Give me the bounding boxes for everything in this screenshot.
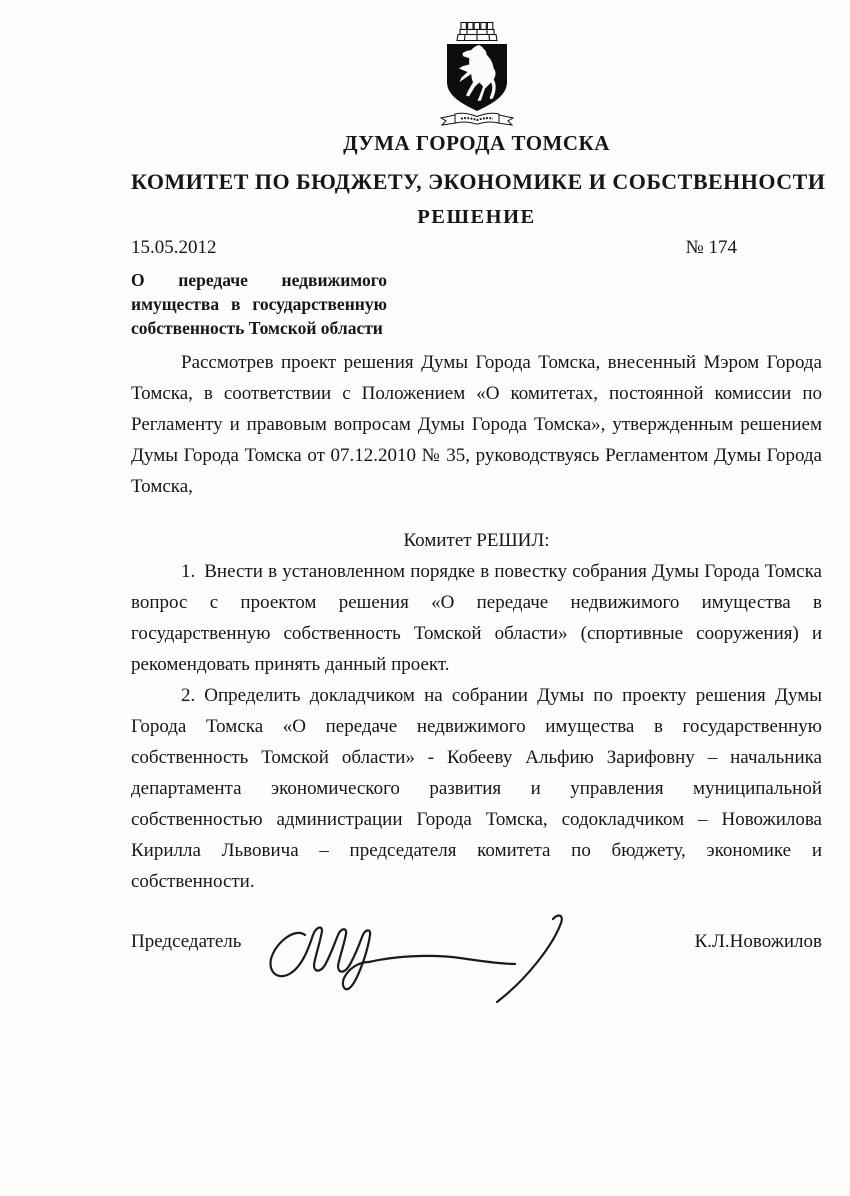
mural-crown-icon: [457, 23, 497, 41]
signature-autograph: [265, 909, 565, 1009]
doc-number: № 174: [685, 237, 737, 258]
organization-title: ДУМА ГОРОДА ТОМСКА: [343, 131, 610, 155]
doc-type-heading: РЕШЕНИЕ: [417, 206, 536, 228]
signer-title: Председатель: [131, 931, 242, 952]
resolution-heading: Комитет РЕШИЛ:: [403, 530, 550, 551]
shield-icon: [447, 44, 507, 111]
ribbon-icon: [441, 113, 513, 125]
resolution-item-2: [131, 680, 822, 897]
committee-title: КОМИТЕТ ПО БЮДЖЕТУ, ЭКОНОМИКЕ И СОБСТВЕННОСТИ: [131, 169, 826, 194]
tomsk-coat-of-arms-icon: [435, 20, 519, 128]
preamble-paragraph: Рассмотрев проект решения Думы Города Томска, внесенный Мэром Города Томска, в соответствии с Положением «О комитетах, постоянной комиссии по Регламенту и правовым вопросам Думы Города Томска», утвержденным решением Думы Города Томска от 07.12.2010 № 35, руководствуясь Регламентом Думы Города Томска,: [131, 352, 822, 497]
signer-name: К.Л.Новожилов: [694, 931, 822, 952]
item-1-number: 1.: [181, 561, 196, 582]
item-2-text: Определить докладчиком на собрании Думы по проекту решения Думы Города Томска «О передаче недвижимого имущества в государственную собственность Томской области» - Кобееву Альфию Зарифовну – начальника департамента экономического развития и управления муниципальной собственностью администрации Города Томска, содокладчиком – Новожилова Кирилла Львовича – председателя комитета по бюджету, экономике и собственности.: [131, 685, 822, 892]
resolution-items: [131, 556, 822, 897]
doc-subject: О передаче недвижимого имущества в государственную собственность Томской области: [131, 270, 387, 338]
meta-row: [131, 237, 822, 259]
item-2-number: 2.: [181, 685, 196, 706]
doc-date: 15.05.2012: [131, 237, 217, 258]
item-1-text: Внести в установленном порядке в повестку собрания Думы Города Томска вопрос с проектом решения «О передаче недвижимого имущества в государственную собственность Томской области» (спортивные сооружения) и рекомендовать принять данный проект.: [131, 561, 822, 675]
signature-row: [131, 921, 822, 1036]
resolution-item-1: [131, 556, 822, 680]
